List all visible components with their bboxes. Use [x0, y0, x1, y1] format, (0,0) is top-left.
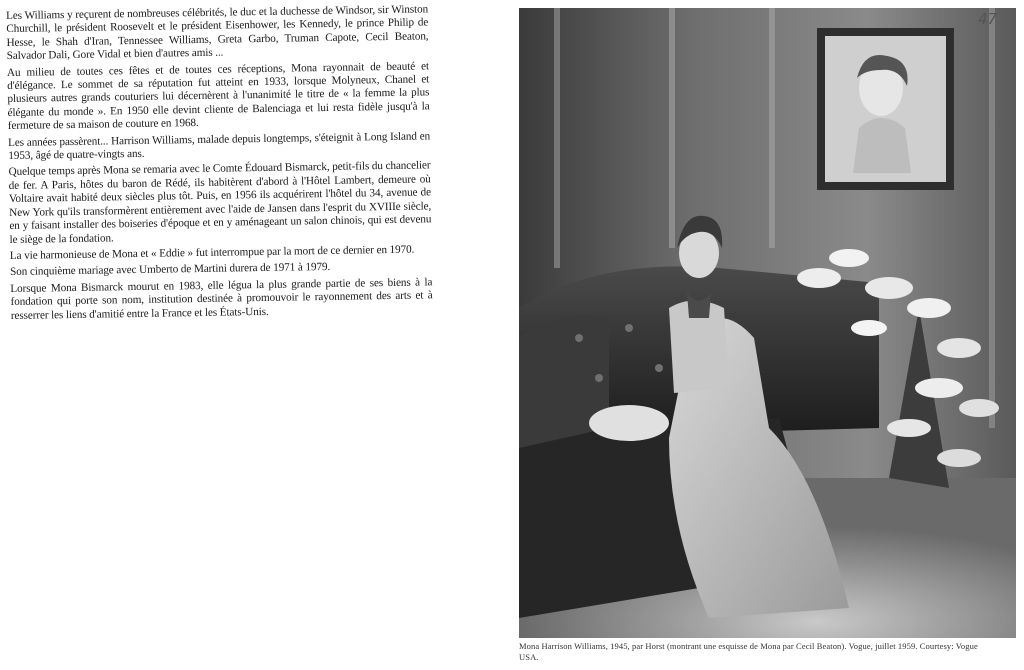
article-text [6, 3, 433, 326]
paragraph-fifth-marriage: Son cinquième mariage avec Umberto de Martini durera de 1971 à 1979. [10, 261, 331, 279]
photo-illustration [519, 8, 1016, 638]
paragraph-harrison-death: Les années passèrent... Harrison Williams, malade depuis longtemps, s'éteignit à Long Island en 1953, âgé de quatre-vingts ans. [7, 130, 431, 163]
framed-sketch [817, 28, 954, 190]
photo-caption: Mona Harrison Williams, 1945, par Horst (montrant une esquisse de Mona par Cecil Beaton). Vogue, juillet 1959. Courtesy: Vogue USA. [519, 641, 978, 662]
paragraph-foundation: Lorsque Mona Bismarck mourut en 1983, elle légua la plus grande partie de ses biens à la fondation qui porte son nom, institution destinée à promouvoir le rayonnement des arts et à resserrer les liens d'amitié entre la France et les États-Unis. [10, 276, 433, 322]
paragraph-eddie: La vie harmonieuse de Mona et « Eddie » fut interrompue par la mort de ce dernier en 1970. [9, 243, 415, 262]
paragraph-bismarck: Quelque temps après Mona se remaria avec le Comte Édouard Bismarck, petit-fils du chancelier de fer. A Paris, hôtes du baron de Rédé, ils habitèrent d'abord à l'Hôtel Lambert, demeure où Voltaire avait habité deux siècles plus tôt. Puis, en 1956 ils acquérirent l'hôtel du 34, avenue de New York qu'ils transformèrent entièrement avec l'aide de Jansen dans l'esprit du XVIIIe siècle, en y faisant installer des boiseries d'époque et en y aménageant un salon chinois, qui est devenu le siège de la fondation. [8, 159, 432, 246]
portrait-photo [519, 8, 1016, 638]
page-number: 47 [978, 10, 998, 28]
paragraph-guests: Les Williams y reçurent de nombreuses célébrités, le duc et la duchesse de Windsor, sir Winston Churchill, le président Roosevelt et le président Eisenhower, les Kennedy, le prince Philip de Hesse, le Shah d'Iran, Tennessee Williams, Greta Garbo, Truman Capote, Cecil Beaton, Salvador Dali, Gore Vidal et bien d'autres amis ... [6, 3, 429, 63]
paragraph-elegance: Au milieu de toutes ces fêtes et de toutes ces réceptions, Mona rayonnait de beauté et d'élégance. Le sommet de sa réputation fut atteint en 1933, lorsque Molyneux, Chanel et plusieurs autres grands couturiers lui décernèrent à l'unanimité le titre de « la femme la plus élégante du monde ». En 1950 elle devint cliente de Balenciaga et lui resta fidèle jusqu'à la fermeture de sa maison de couture en 1968. [6, 59, 430, 133]
